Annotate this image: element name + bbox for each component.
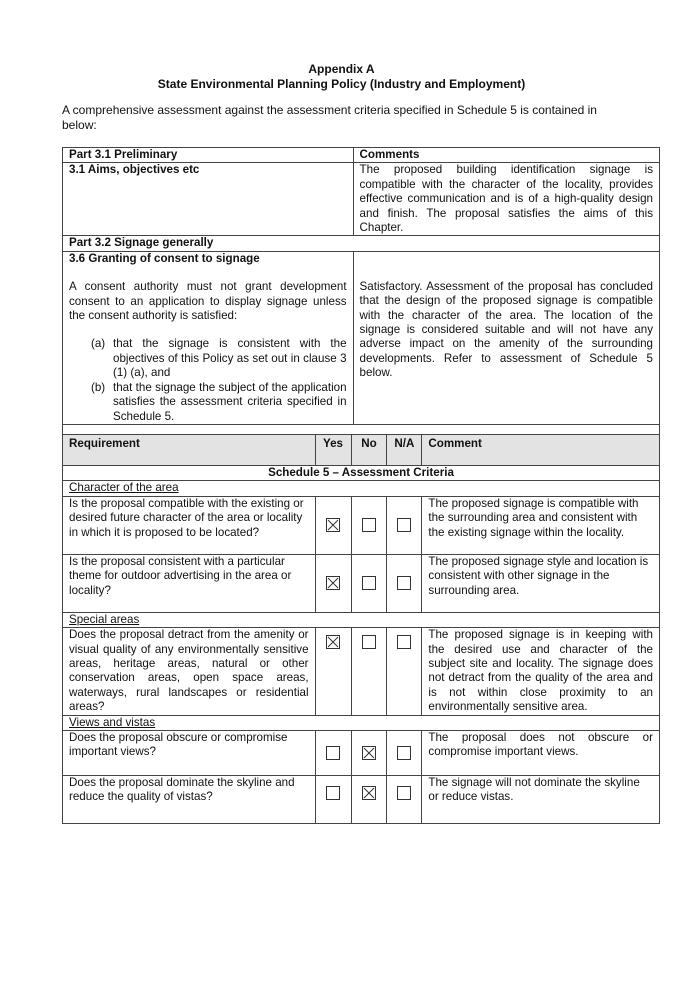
granting-item [69, 337, 347, 380]
part32-heading: Part 3.2 Signage generally [63, 236, 660, 251]
section-title-character: Character of the area [63, 481, 660, 496]
preliminary-table [62, 147, 660, 438]
cross-icon [327, 577, 339, 589]
comments-heading: Comments [353, 148, 659, 163]
section-row [63, 612, 660, 627]
comment-text: The proposed signage is in keeping with the desired use and character of the subject site and locality. The signage does not detract from the quality of the area and is not within close proximity to an environmentally sensitive area. [422, 628, 660, 715]
section-title-views: Views and vistas [63, 715, 660, 730]
schedule-title-row [63, 466, 660, 481]
yes-checkbox[interactable] [326, 786, 340, 800]
na-checkbox[interactable] [397, 518, 411, 532]
comment-heading: Comment [422, 435, 660, 466]
no-checkbox[interactable] [362, 576, 376, 590]
cross-icon [327, 636, 339, 648]
item-text: that the signage is consistent with the objectives of this Policy as set out in clause 3 (1) (a), and [113, 337, 347, 380]
na-checkbox[interactable] [397, 786, 411, 800]
section-title-special: Special areas [63, 612, 660, 627]
na-heading: N/A [387, 435, 422, 466]
criteria-row [63, 496, 660, 554]
aims-comment: The proposed building identification signage is compatible with the character of the locality, provides effective communication and is of a high-quality design and finish. The proposal satisfies the aims of this Chapter. [353, 163, 659, 236]
yes-checkbox[interactable] [326, 518, 340, 532]
granting-title: 3.6 Granting of consent to signage [69, 251, 260, 265]
granting-comment: Satisfactory. Assessment of the proposal has concluded that the design of the proposed signage is compatible with the character of the area. The location of the signage is considered suitable and will not have any adverse impact on the amenity of the surrounding developments. Refer to assessment of Schedule 5 below. [359, 279, 653, 380]
na-checkbox[interactable] [397, 635, 411, 649]
requirement-text: Is the proposal compatible with the existing or desired future character of the area or locality in which it is proposed to be located? [63, 496, 316, 554]
comment-text: The proposed signage is compatible with the surrounding area and consistent with the existing signage within the locality. [422, 496, 660, 554]
requirement-heading: Requirement [63, 435, 316, 466]
schedule-title: Schedule 5 – Assessment Criteria [63, 466, 660, 481]
requirement-text: Is the proposal consistent with a particular theme for outdoor advertising in the area or locality? [63, 554, 316, 612]
no-heading: No [351, 435, 387, 466]
yes-checkbox[interactable] [326, 746, 340, 760]
criteria-row [63, 554, 660, 612]
comment-text: The signage will not dominate the skyline or reduce vistas. [422, 776, 660, 824]
comment-text: The proposal does not obscure or compromise important views. [422, 731, 660, 776]
requirement-text: Does the proposal dominate the skyline and reduce the quality of vistas? [63, 776, 316, 824]
item-label: (b) [91, 380, 106, 394]
granting-list [69, 337, 347, 423]
part31-heading: Part 3.1 Preliminary [63, 148, 354, 163]
schedule5-table [62, 434, 660, 824]
section-row [63, 715, 660, 730]
no-checkbox[interactable] [362, 518, 376, 532]
intro-paragraph: A comprehensive assessment against the assessment criteria specified in Schedule 5 is contained in below: [62, 103, 597, 132]
requirement-text: Does the proposal obscure or compromise important views? [63, 731, 316, 776]
granting-cell [63, 251, 354, 424]
table2-header-row [63, 435, 660, 466]
no-checkbox[interactable] [362, 635, 376, 649]
na-checkbox[interactable] [397, 576, 411, 590]
policy-subtitle: State Environmental Planning Policy (Industry and Employment) [157, 77, 526, 91]
requirement-text: Does the proposal detract from the amenity or visual quality of any environmentally sensitive areas, heritage areas, natural or other conservation areas, open space areas, waterways, rural landscapes or residential areas? [63, 628, 316, 715]
granting-item [69, 381, 347, 424]
aims-row [63, 163, 660, 236]
cross-icon [363, 747, 375, 759]
table1-header-row [63, 148, 660, 163]
appendix-title: Appendix A [308, 62, 375, 76]
yes-checkbox[interactable] [326, 576, 340, 590]
granting-text: A consent authority must not grant development consent to an application to display signage unless the consent authority is satisfied: [69, 280, 347, 323]
cross-icon [327, 519, 339, 531]
section-row [63, 481, 660, 496]
criteria-row [63, 628, 660, 715]
item-label: (a) [91, 337, 106, 351]
no-checkbox[interactable] [362, 786, 376, 800]
item-text: that the signage the subject of the application satisfies the assessment criteria specified in Schedule 5. [113, 380, 347, 423]
na-checkbox[interactable] [397, 746, 411, 760]
criteria-row [63, 776, 660, 824]
granting-row [63, 251, 660, 424]
yes-heading: Yes [315, 435, 351, 466]
comment-text: The proposed signage style and location is consistent with other signage in the surrounding area. [422, 554, 660, 612]
yes-checkbox[interactable] [326, 635, 340, 649]
aims-title: 3.1 Aims, objectives etc [63, 163, 354, 236]
no-checkbox[interactable] [362, 746, 376, 760]
part32-row [63, 236, 660, 251]
granting-comment-cell [353, 251, 659, 424]
cross-icon [363, 787, 375, 799]
criteria-row [63, 731, 660, 776]
